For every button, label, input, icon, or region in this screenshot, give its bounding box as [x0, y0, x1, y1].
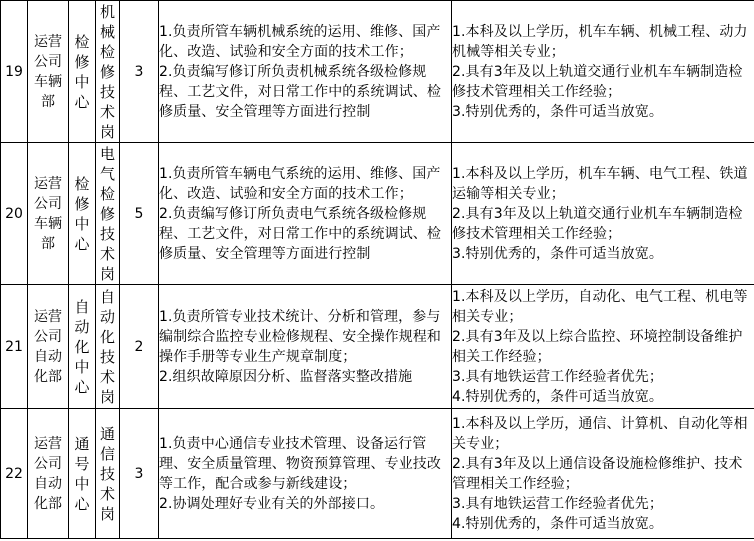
duties-cell: 1.负责所管专业技术统计、分析和管理，参与编制综合监控专业检修规程、安全操作规程和操作手册等专业生产规章制度； 2.组织故障原因分析、监督落实整改措施 [159, 285, 452, 409]
post-cell [96, 143, 120, 285]
department-cell: 运营公司车辆部 [28, 1, 69, 143]
post-cell [96, 285, 120, 409]
headcount-cell: 3 [120, 409, 159, 539]
duties-cell: 1.负责所管车辆电气系统的运用、维修、国产化、改造、试验和安全方面的技术工作； 2.负责编写修订所负责电气系统各级检修规程、工艺文件，对日常工作中的系统调试、检修质量、安全管理等方面进行控制 [159, 143, 452, 285]
post-text: 机械检修技术岗 [99, 2, 115, 141]
row-number: 19 [1, 1, 28, 143]
row-number: 22 [1, 409, 28, 539]
row-number: 21 [1, 285, 28, 409]
requirements-cell: 1.本科及以上学历，通信、计算机、自动化等相关专业； 2.具有3年及以上通信设备设施检修维护、技术管理相关工作经验； 3.具有地铁运营工作经验者优先； 4.特别优秀的，条件可适当放宽。 [452, 409, 754, 539]
center-cell [69, 285, 96, 409]
department-cell: 运营公司自动化部 [28, 285, 69, 409]
post-text: 电气检修技术岗 [99, 144, 115, 283]
row-number: 20 [1, 143, 28, 285]
requirements-cell: 1.本科及以上学历，自动化、电气工程、机电等相关专业； 2.具有3年及以上综合监控、环境控制设备维护相关工作经验； 3.具有地铁运营工作经验者优先； 4.特别优秀的，条件可适当放宽。 [452, 285, 754, 409]
center-cell [69, 1, 96, 143]
table-row [1, 285, 754, 409]
center-text: 自动化中心 [74, 297, 90, 396]
table-row [1, 143, 754, 285]
department-cell: 运营公司车辆部 [28, 143, 69, 285]
post-text: 自动化技术岗 [99, 287, 115, 406]
center-cell [69, 409, 96, 539]
duties-cell: 1.负责所管车辆机械系统的运用、维修、国产化、改造、试验和安全方面的技术工作； 2.负责编写修订所负责机械系统各级检修规程、工艺文件，对日常工作中的系统调试、检修质量、安全管理等方面进行控制 [159, 1, 452, 143]
post-cell [96, 1, 120, 143]
headcount-cell: 3 [120, 1, 159, 143]
headcount-cell: 5 [120, 143, 159, 285]
department-cell: 运营公司自动化部 [28, 409, 69, 539]
center-text: 检修中心 [74, 32, 90, 111]
center-cell [69, 143, 96, 285]
center-text: 通号中心 [74, 434, 90, 513]
post-text: 通信技术岗 [99, 424, 115, 523]
table-row [1, 409, 754, 539]
headcount-cell: 2 [120, 285, 159, 409]
post-cell [96, 409, 120, 539]
duties-cell: 1.负责中心通信专业技术管理、设备运行管理、安全质量管理、物资预算管理、专业技改等工作，配合或参与新线建设； 2.协调处理好专业有关的外部接口。 [159, 409, 452, 539]
center-text: 检修中心 [74, 174, 90, 253]
table-row [1, 1, 754, 143]
requirements-cell: 1.本科及以上学历，机车车辆、机械工程、动力机械等相关专业； 2.具有3年及以上轨道交通行业机车车辆制造检修技术管理相关工作经验； 3.特别优秀的，条件可适当放宽。 [452, 1, 754, 143]
requirements-cell: 1.本科及以上学历，机车车辆、电气工程、铁道运输等相关专业； 2.具有3年及以上轨道交通行业机车车辆制造检修技术管理相关工作经验； 3.特别优秀的，条件可适当放宽。 [452, 143, 754, 285]
